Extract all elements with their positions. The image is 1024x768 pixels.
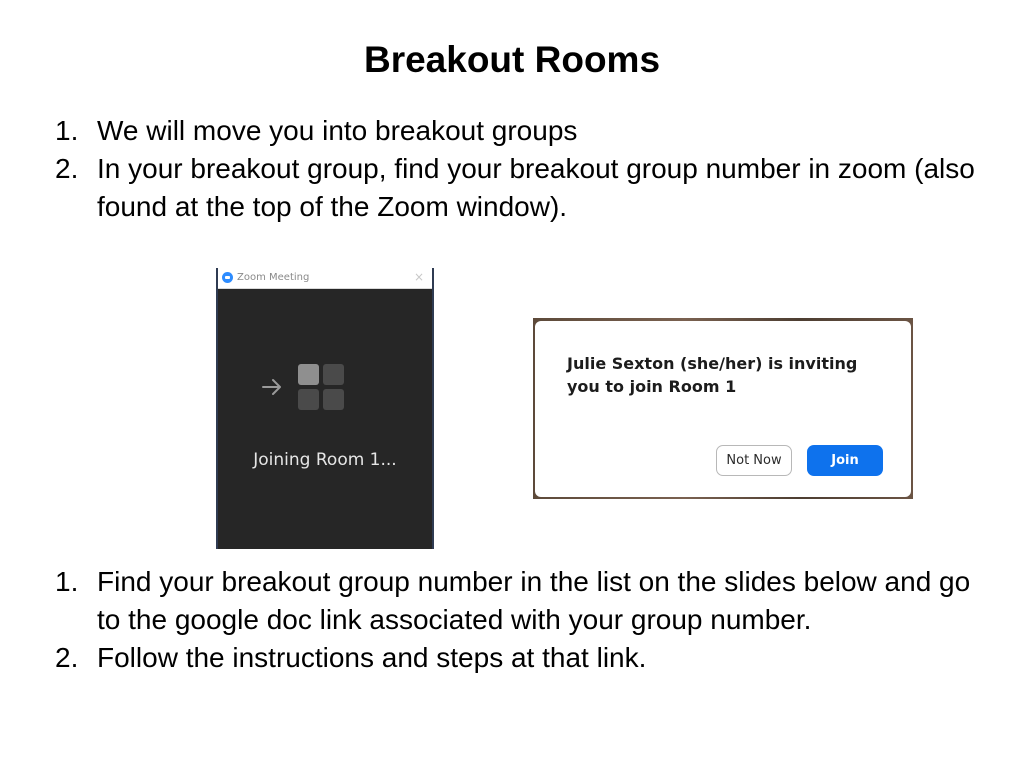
zoom-meeting-window-screenshot [216,268,434,549]
list-item [55,150,985,226]
close-icon: × [413,270,424,284]
list-item-number: 1. [55,566,79,597]
breakout-rooms-icon [298,364,346,412]
steps-list-top [55,112,985,226]
list-item-text: Find your breakout group number in the list on the slides below and go to the google doc link associated with your group number. [97,566,971,635]
invite-message: Julie Sexton (she/her) is inviting you to join Room 1 [567,354,858,396]
arrow-right-icon [260,375,284,399]
not-now-button[interactable]: Not Now [716,445,792,476]
list-item-number: 1. [55,115,79,146]
zoom-window-titlebar [218,268,432,289]
list-item [55,112,985,150]
invite-dialog [535,321,911,497]
list-item-text: We will move you into breakout groups [97,115,578,146]
invite-dialog-screenshot [533,318,913,499]
zoom-logo-icon [222,272,233,283]
list-item-number: 2. [55,153,79,184]
join-button[interactable]: Join [807,445,883,476]
steps-list-bottom [55,563,985,677]
list-item [55,563,985,639]
list-item-number: 2. [55,642,79,673]
zoom-window-title: Zoom Meeting [237,272,310,283]
joining-room-status: Joining Room 1... [253,450,397,470]
slide-title: Breakout Rooms [363,39,661,80]
list-item-text: Follow the instructions and steps at that link. [97,642,647,673]
list-item-text: In your breakout group, find your breakout group number in zoom (also found at the top of the Zoom window). [97,153,975,222]
list-item [55,639,985,677]
